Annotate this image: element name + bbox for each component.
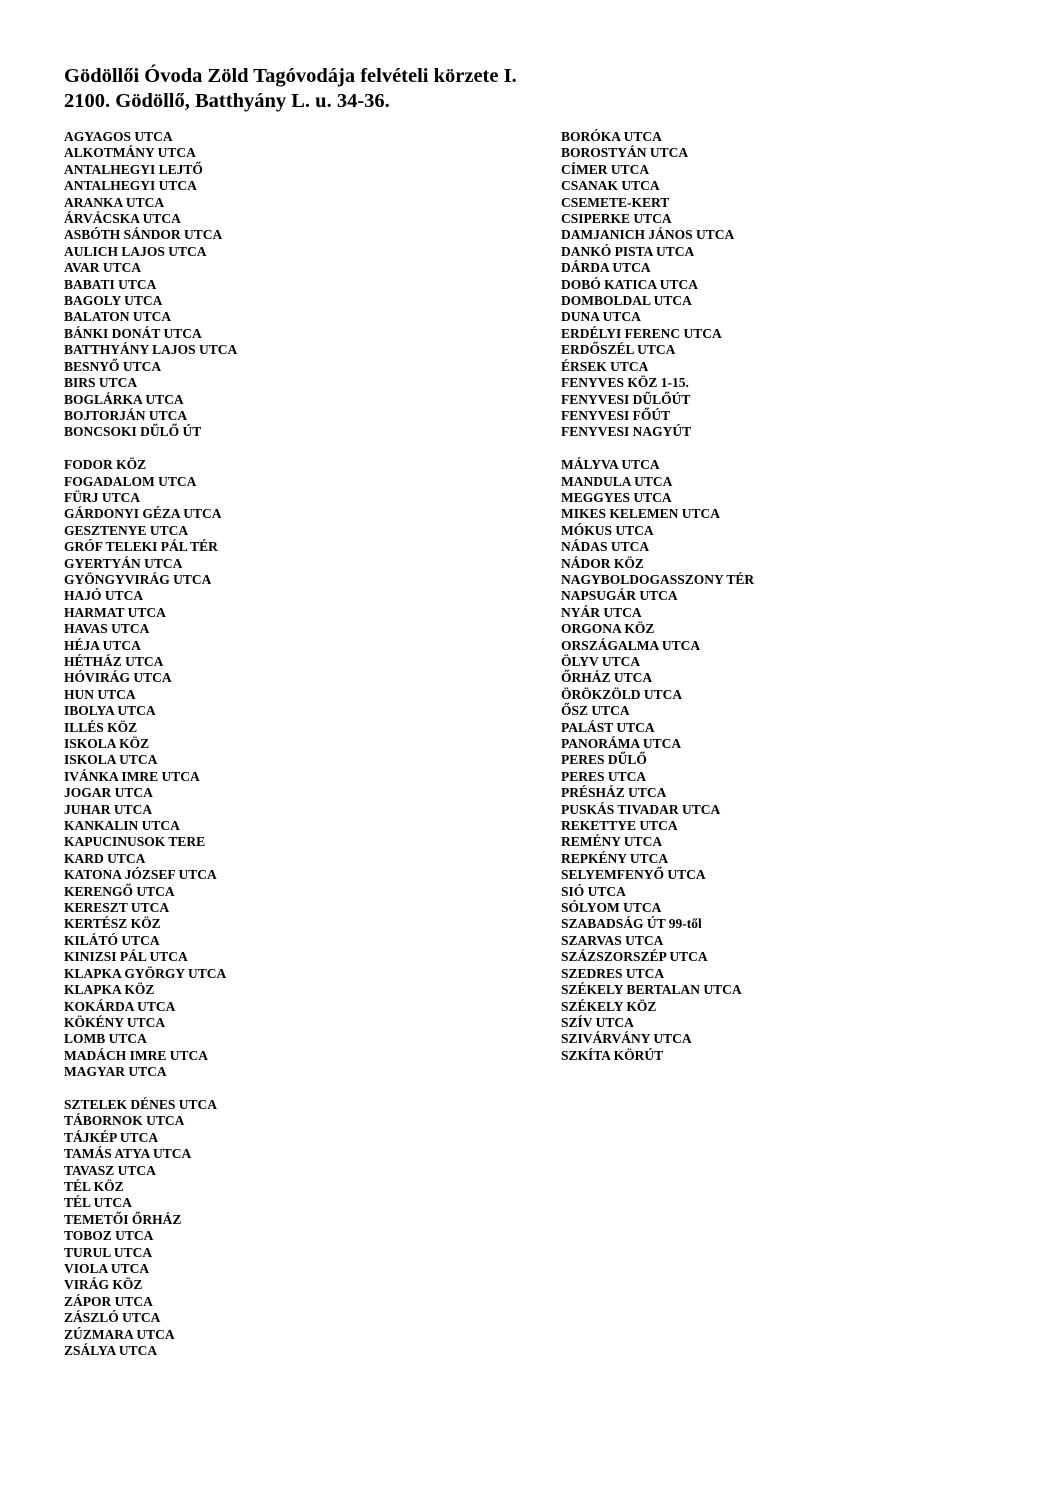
street-name: HÉJA UTCA <box>64 637 141 653</box>
street-name: DUNA UTCA <box>561 309 641 325</box>
street-name: SELYEMFENYŐ UTCA <box>561 867 706 883</box>
street-name: ÖLYV UTCA <box>561 653 641 669</box>
street-name: KILÁTÓ UTCA <box>64 932 160 948</box>
street-name: SZKÍTA KÖRÚT <box>561 1047 664 1063</box>
street-name: KERTÉSZ KÖZ <box>64 916 161 932</box>
street-name: MÁLYVA UTCA <box>561 457 660 473</box>
street-name: ORSZÁGALMA UTCA <box>561 637 701 653</box>
street-name: AGYAGOS UTCA <box>64 129 173 144</box>
street-name: ARANKA UTCA <box>64 194 165 210</box>
street-name: NYÁR UTCA <box>561 604 642 620</box>
street-name: MANDULA UTCA <box>561 473 673 489</box>
street-name: SZABADSÁG ÚT 99-től <box>561 916 702 932</box>
street-name: ŐSZ UTCA <box>561 703 630 719</box>
street-name: HÉTHÁZ UTCA <box>64 653 164 669</box>
document-header <box>64 64 517 114</box>
street-name: FÜRJ UTCA <box>64 489 141 505</box>
street-name: HÓVIRÁG UTCA <box>64 670 172 686</box>
street-name: TOBOZ UTCA <box>64 1228 154 1244</box>
street-name: PANORÁMA UTCA <box>561 736 682 752</box>
street-list-left-column <box>64 129 504 1376</box>
street-name: BATTHYÁNY LAJOS UTCA <box>64 342 238 358</box>
street-name: PRÉSHÁZ UTCA <box>561 785 667 801</box>
street-name: HAVAS UTCA <box>64 621 150 637</box>
street-name: GESZTENYE UTCA <box>64 522 189 538</box>
street-name: ZÚZMARA UTCA <box>64 1326 175 1342</box>
street-name: KAPUCINUSOK TERE <box>64 834 206 850</box>
street-name: BABATI UTCA <box>64 276 157 292</box>
street-name: KANKALIN UTCA <box>64 818 180 834</box>
street-name: ÖRÖKZÖLD UTCA <box>561 686 683 702</box>
street-name: GYERTYÁN UTCA <box>64 555 183 571</box>
street-name: GYÖNGYVIRÁG UTCA <box>64 571 212 587</box>
street-name: PUSKÁS TIVADAR UTCA <box>561 801 721 817</box>
street-name: SZEDRES UTCA <box>561 965 665 981</box>
street-name: KARD UTCA <box>64 850 146 866</box>
street-name: BORÓKA UTCA <box>561 129 662 144</box>
street-name: ÉRSEK UTCA <box>561 358 649 374</box>
street-name: KÖKÉNY UTCA <box>64 1014 166 1030</box>
street-name: ILLÉS KÖZ <box>64 719 138 735</box>
street-name: ANTALHEGYI UTCA <box>64 178 197 194</box>
street-name: NAPSUGÁR UTCA <box>561 588 678 604</box>
street-name: REPKÉNY UTCA <box>561 850 669 866</box>
street-name: PERES DŰLŐ <box>561 752 647 768</box>
street-name: HUN UTCA <box>64 686 136 702</box>
street-name: KINIZSI PÁL UTCA <box>64 949 188 965</box>
street-name: CSIPERKE UTCA <box>561 211 672 227</box>
street-name: FENYVESI FŐÚT <box>561 407 671 423</box>
street-name: SZIVÁRVÁNY UTCA <box>561 1031 692 1047</box>
street-name: BESNYŐ UTCA <box>64 358 162 374</box>
street-name: FODOR KÖZ <box>64 457 147 473</box>
street-name: KLAPKA GYÖRGY UTCA <box>64 965 227 981</box>
document-title: Gödöllői Óvoda Zöld Tagóvodája felvételi körzete I. <box>64 65 517 87</box>
street-name: FOGADALOM UTCA <box>64 473 197 489</box>
street-name: MADÁCH IMRE UTCA <box>64 1047 208 1063</box>
street-name: CSEMETE-KERT <box>561 194 670 210</box>
street-name: ASBÓTH SÁNDOR UTCA <box>64 227 223 243</box>
street-name: SZÉKELY BERTALAN UTCA <box>561 982 742 998</box>
street-name: AULICH LAJOS UTCA <box>64 243 207 259</box>
street-name: TÁBORNOK UTCA <box>64 1113 185 1129</box>
street-name: SÓLYOM UTCA <box>561 900 662 916</box>
street-name: ORGONA KÖZ <box>561 621 655 637</box>
street-name: CÍMER UTCA <box>561 161 650 177</box>
street-name: REKETTYE UTCA <box>561 818 678 834</box>
street-name: FENYVESI NAGYÚT <box>561 424 692 440</box>
street-name: SZTELEK DÉNES UTCA <box>64 1096 218 1112</box>
street-name: TEMETŐI ŐRHÁZ <box>64 1211 182 1227</box>
street-name: KLAPKA KÖZ <box>64 982 155 998</box>
street-name: BOJTORJÁN UTCA <box>64 407 188 423</box>
street-name: ŐRHÁZ UTCA <box>561 670 653 686</box>
street-name: NÁDAS UTCA <box>561 539 650 555</box>
street-name: NÁDOR KÖZ <box>561 555 644 571</box>
street-name: BONCSOKI DŰLŐ ÚT <box>64 424 202 440</box>
street-name: KERENGŐ UTCA <box>64 883 175 899</box>
street-group <box>561 129 1001 441</box>
street-name: MIKES KELEMEN UTCA <box>561 506 721 522</box>
street-name: ANTALHEGYI LEJTŐ <box>64 161 203 177</box>
street-name: AVAR UTCA <box>64 260 142 276</box>
street-name: KOKÁRDA UTCA <box>64 998 176 1014</box>
street-name: SZARVAS UTCA <box>561 932 664 948</box>
street-name: BAGOLY UTCA <box>64 293 163 309</box>
street-group <box>64 457 504 1080</box>
street-name: TAMÁS ATYA UTCA <box>64 1146 192 1162</box>
street-name: BÁNKI DONÁT UTCA <box>64 325 202 341</box>
street-name: GÁRDONYI GÉZA UTCA <box>64 506 222 522</box>
street-name: MAGYAR UTCA <box>64 1064 167 1080</box>
street-name: TURUL UTCA <box>64 1244 153 1260</box>
street-name: SIÓ UTCA <box>561 883 626 899</box>
street-name: SZÍV UTCA <box>561 1014 634 1030</box>
street-name: FENYVES KÖZ 1-15. <box>561 375 689 391</box>
street-group <box>64 129 504 441</box>
street-name: NAGYBOLDOGASSZONY TÉR <box>561 571 755 587</box>
street-name: VIRÁG KÖZ <box>64 1277 143 1293</box>
street-name: HAJÓ UTCA <box>64 588 144 604</box>
street-name: DOBÓ KATICA UTCA <box>561 276 699 292</box>
street-name: ISKOLA KÖZ <box>64 736 150 752</box>
street-name: ZÁPOR UTCA <box>64 1293 153 1309</box>
street-name: CSANAK UTCA <box>561 178 660 194</box>
street-name: DÁRDA UTCA <box>561 260 651 276</box>
street-name: TAVASZ UTCA <box>64 1162 156 1178</box>
street-name: KATONA JÓZSEF UTCA <box>64 867 217 883</box>
street-name: TÉL UTCA <box>64 1195 132 1211</box>
street-name: DOMBOLDAL UTCA <box>561 293 692 309</box>
document-address: 2100. Gödöllő, Batthyány L. u. 34-36. <box>64 90 390 112</box>
street-name: ZÁSZLÓ UTCA <box>64 1310 161 1326</box>
street-name: KERESZT UTCA <box>64 900 170 916</box>
street-name: TÁJKÉP UTCA <box>64 1129 159 1145</box>
street-name: JUHAR UTCA <box>64 801 153 817</box>
street-group <box>561 457 1001 1064</box>
street-name: ZSÁLYA UTCA <box>64 1343 158 1359</box>
street-name: GRÓF TELEKI PÁL TÉR <box>64 539 218 555</box>
street-name: BALATON UTCA <box>64 309 172 325</box>
street-name: PALÁST UTCA <box>561 719 655 735</box>
street-name: SZÁZSZORSZÉP UTCA <box>561 949 708 965</box>
street-name: JOGAR UTCA <box>64 785 153 801</box>
street-group <box>64 1097 504 1360</box>
street-name: VIOLA UTCA <box>64 1261 150 1276</box>
street-name: BOGLÁRKA UTCA <box>64 391 184 407</box>
street-name: TÉL KÖZ <box>64 1178 124 1194</box>
street-name: ALKOTMÁNY UTCA <box>64 145 196 161</box>
street-name: ERDŐSZÉL UTCA <box>561 342 676 358</box>
street-name: FENYVESI DŰLŐÚT <box>561 391 691 407</box>
street-name: BOROSTYÁN UTCA <box>561 145 689 161</box>
street-name: HARMAT UTCA <box>64 604 166 620</box>
street-name: BIRS UTCA <box>64 375 138 391</box>
street-name: DAMJANICH JÁNOS UTCA <box>561 227 735 243</box>
street-name: ERDÉLYI FERENC UTCA <box>561 325 722 341</box>
street-name: SZÉKELY KÖZ <box>561 998 657 1014</box>
street-name: MÓKUS UTCA <box>561 522 654 538</box>
street-name: LOMB UTCA <box>64 1031 147 1047</box>
street-name: ÁRVÁCSKA UTCA <box>64 211 181 227</box>
street-list-right-column <box>561 129 1001 1081</box>
street-name: IBOLYA UTCA <box>64 703 156 719</box>
street-name: DANKÓ PISTA UTCA <box>561 243 695 259</box>
street-name: ISKOLA UTCA <box>64 752 158 768</box>
street-name: REMÉNY UTCA <box>561 834 663 850</box>
street-name: PERES UTCA <box>561 768 647 784</box>
street-name: IVÁNKA IMRE UTCA <box>64 768 200 784</box>
street-name: MEGGYES UTCA <box>561 489 672 505</box>
